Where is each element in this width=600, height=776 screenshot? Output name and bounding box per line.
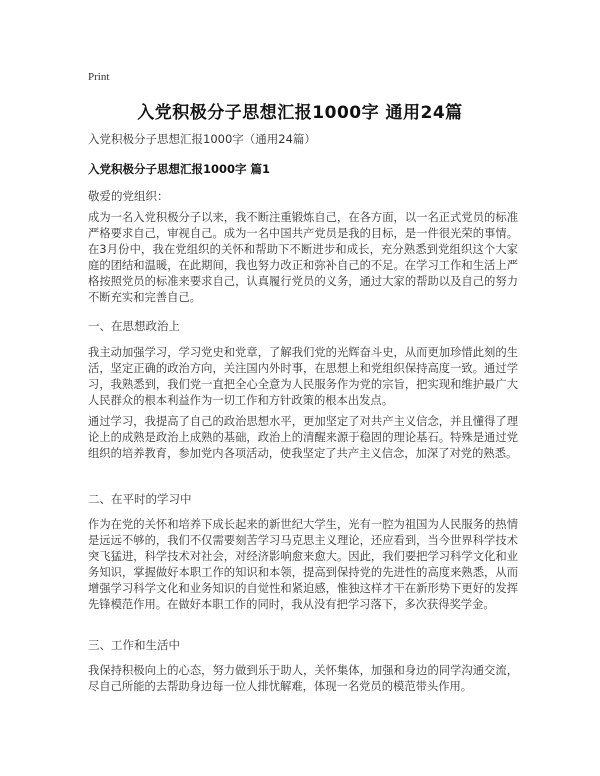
heading-political: 一、在思想政治上	[88, 319, 180, 333]
heading-work-life: 三、工作和生活中	[88, 638, 180, 652]
paragraph-political-improvement: 通过学习，我提高了自己的政治思想水平，更加坚定了对共产主义信念，并且懂得了理论上的成熟是政治上成熟的基础，政治上的清醒来源于稳固的理论基石。特殊是通过党组织的培养教育，参加党内各项活动，使我坚定了共产主义信念，加深了对党的熟悉。	[88, 415, 518, 460]
heading-study: 二、在平时的学习中	[88, 492, 192, 506]
document-subtitle: 入党积极分子思想汇报1000字（通用24篇）	[88, 132, 316, 146]
greeting: 敬爱的党组织：	[88, 189, 169, 203]
paragraph-intro: 成为一名入党积极分子以来，我不断注重锻炼自己，在各方面，以一名正式党员的标准严格要求自己，审视自己。成为一名中国共产党员是我的目标，是一件很光荣的事情。在3月份中，我在党组织的关怀和帮助下不断进步和成长，充分熟悉到党组织这个大家庭的团结和温暖，在此期间，我也努力改正和弥补自己的不足。在学习工作和生活上严格按照党员的标准来要求自己，认真履行党员的义务，通过大家的帮助以及自己的努力不断充实和完善自己。	[88, 211, 518, 304]
paragraph-political-study: 我主动加强学习，学习党史和党章，了解我们党的光辉奋斗史，从而更加珍惜此刻的生活，坚定正确的政治方向，关注国内外时事，在思想上和党组织保持高度一致。通过学习，我熟悉到，我们党一直把全心全意为人民服务作为党的宗旨，把实现和维护最广大人民群众的根本利益作为一切工作和方针政策的根本出发点。	[88, 346, 518, 407]
paragraph-study: 作为在党的关怀和培养下成长起来的新世纪大学生，光有一腔为祖国为人民服务的热情是远远不够的，我们不仅需要刻苦学习马克思主义理论，还应看到，当今世界科学技术突飞猛进，科学技术对社会，对经济影响愈来愈大。因此，我们要把学习科学文化和业务知识，掌握做好本职工作的知识和本领，提高到保持党的先进性的高度来熟悉，从而增强学习科学文化和业务知识的自觉性和紧迫感，惟独这样才干在新形势下更好的发挥先锋模范作用。在做好本职工作的同时，我从没有把学习落下，多次获得奖学金。	[88, 518, 518, 611]
section-title: 入党积极分子思想汇报1000字 篇1	[88, 162, 271, 176]
paragraph-work-life: 我保持积极向上的心态，努力做到乐于助人，关怀集体，加强和身边的同学沟通交流，尽自己所能的去帮助身边每一位人排忧解难，体现一名党员的模范带头作用。	[88, 664, 518, 693]
document-title: 入党积极分子思想汇报1000字 通用24篇	[137, 103, 463, 123]
print-label: Print	[88, 71, 110, 83]
